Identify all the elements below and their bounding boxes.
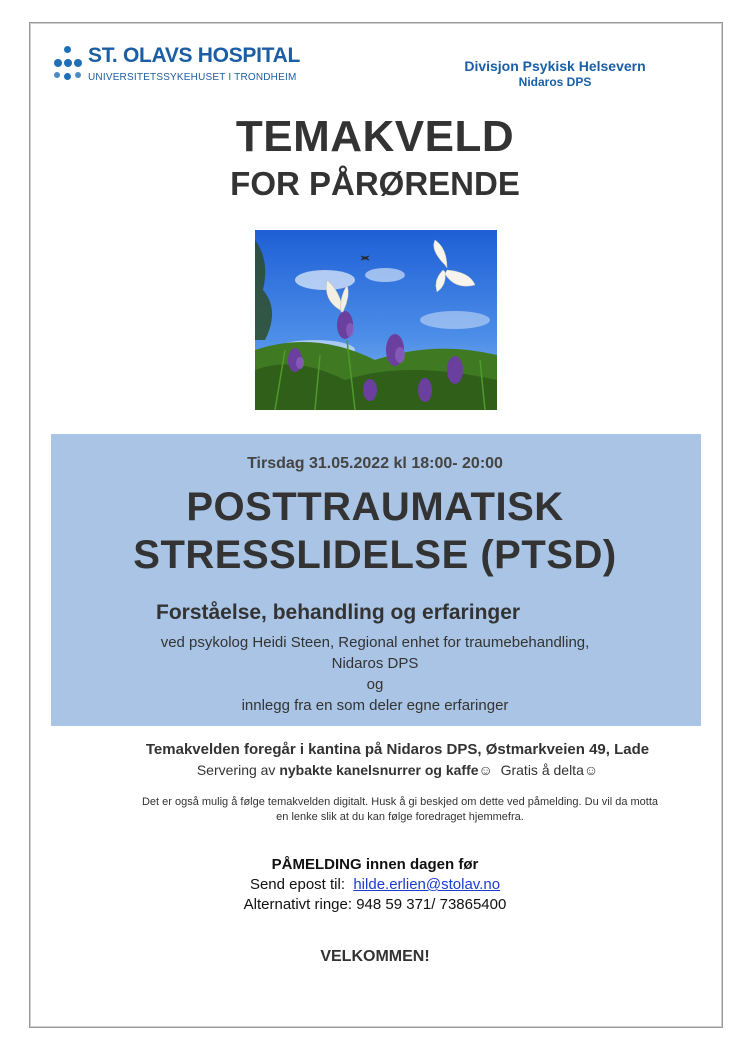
page-title: TEMAKVELD xyxy=(235,112,515,161)
email-link[interactable]: hilde.erlien@stolav.no xyxy=(353,876,501,893)
digital-notice-line: en lenke slik at du kan følge foredraget hjemmefra. xyxy=(276,811,524,823)
division-block xyxy=(440,58,670,89)
page-subtitle: FOR PÅRØRENDE xyxy=(230,165,520,202)
signup-heading: PÅMELDING innen dagen før xyxy=(271,856,479,873)
butterflies-flowers-photo xyxy=(255,230,497,410)
speaker-info xyxy=(0,632,750,716)
event-topic-line1: POSTTRAUMATISK xyxy=(186,485,564,529)
speaker-line: Nidaros DPS xyxy=(331,655,419,672)
logo-title: ST. OLAVS HOSPITAL xyxy=(88,44,301,67)
signup-phone: Alternativt ringe: 948 59 371/ 73865400 xyxy=(243,896,507,913)
digital-notice-line: Det er også mulig å følge temakvelden digitalt. Husk å gi beskjed om dette ved påmelding. Du vil da motta xyxy=(141,796,659,808)
smiley-icon: ☺ xyxy=(478,762,493,778)
event-subtitle: Forståelse, behandling og erfaringer xyxy=(156,601,521,624)
closing-text: VELKOMMEN! xyxy=(320,948,430,965)
signup-email-line xyxy=(0,875,750,895)
event-topic xyxy=(0,483,750,579)
digital-notice xyxy=(90,795,710,825)
event-topic-line2: STRESSLIDELSE (PTSD) xyxy=(133,533,617,577)
division-name: Divisjon Psykisk Helsevern xyxy=(464,58,646,74)
speaker-line: og xyxy=(366,676,384,693)
venue-info: Temakvelden foregår i kantina på Nidaros DPS, Østmarkveien 49, Lade xyxy=(145,741,650,758)
serving-items: nybakte kanelsnurrer og kaffe xyxy=(279,762,479,778)
signup-info xyxy=(0,855,750,915)
serving-info xyxy=(0,762,750,778)
unit-name: Nidaros DPS xyxy=(518,75,592,89)
event-date: Tirsdag 31.05.2022 kl 18:00- 20:00 xyxy=(247,455,503,472)
signup-email-prefix: Send epost til: xyxy=(249,876,354,893)
serving-prefix: Servering av xyxy=(196,762,280,778)
serving-suffix: Gratis å delta☺ xyxy=(492,762,599,778)
logo-dots-icon xyxy=(52,44,82,88)
speaker-line: ved psykolog Heidi Steen, Regional enhet for traumebehandling, xyxy=(160,634,590,651)
speaker-line: innlegg fra en som deler egne erfaringer xyxy=(241,697,509,714)
logo-subtitle: UNIVERSITETSSYKEHUSET I TRONDHEIM xyxy=(88,72,297,83)
